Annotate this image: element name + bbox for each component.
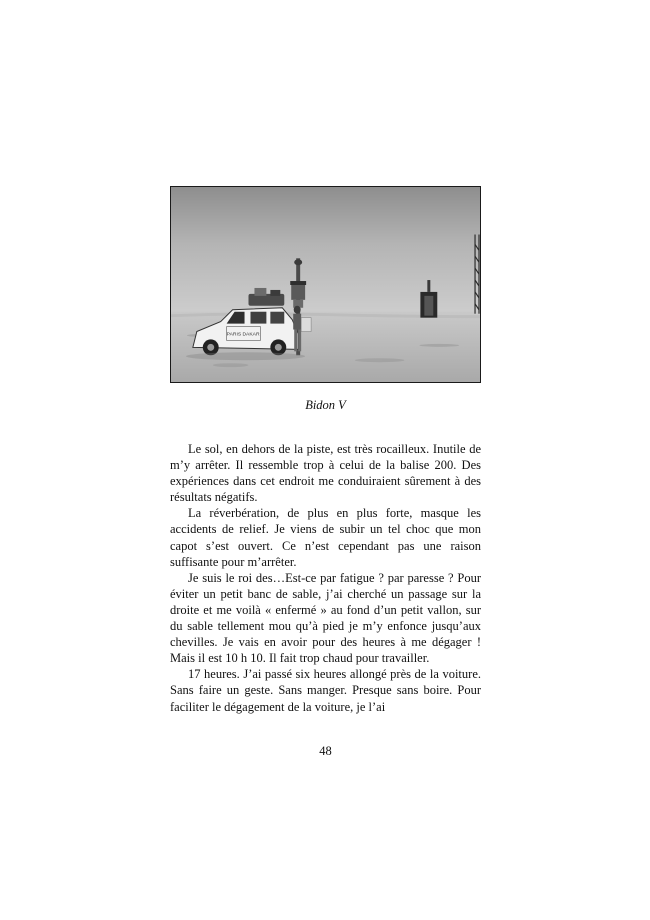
photo-bidon-v xyxy=(170,186,481,383)
paragraph: 17 heures. J’ai passé six heures allongé près de la voiture. Sans faire un geste. Sans manger. Presque sans boire. Pour faciliter le dégagement de la voiture, je l’ai xyxy=(170,667,481,714)
paragraph: Je suis le roi des…Est-ce par fatigue ? par paresse ? Pour éviter un petit banc de sable, j’ai cherché un passage sur la droite et me voilà « enfermé » au fond d’un petit vallon, sur du sable tellement mou qu’à pied je m’y enfonce jusqu’aux chevilles. Je vais en avoir pour des heures à me dégager ! Mais il est 10 h 10. Il fait trop chaud pour travailler. xyxy=(170,570,481,666)
car-panel-text: PARIS DAKAR xyxy=(226,332,260,338)
page-number: 48 xyxy=(319,744,332,758)
figure-caption: Bidon V xyxy=(305,398,346,412)
paragraph: La réverbération, de plus en plus forte, masque les accidents de relief. Je viens de subir un tel choc que mon capot s’est ouvert. Ce n’est cependant pas une raison suffisante pour m’arrêter. xyxy=(170,506,481,569)
paragraph: Le sol, en dehors de la piste, est très rocailleux. Inutile de m’y arrêter. Il ressemble trop à celui de la balise 200. Des expériences dans cet endroit me conduiraient sûrement à des résultats négatifs. xyxy=(170,442,481,505)
body-text xyxy=(170,441,481,715)
desert-photo xyxy=(171,187,480,382)
